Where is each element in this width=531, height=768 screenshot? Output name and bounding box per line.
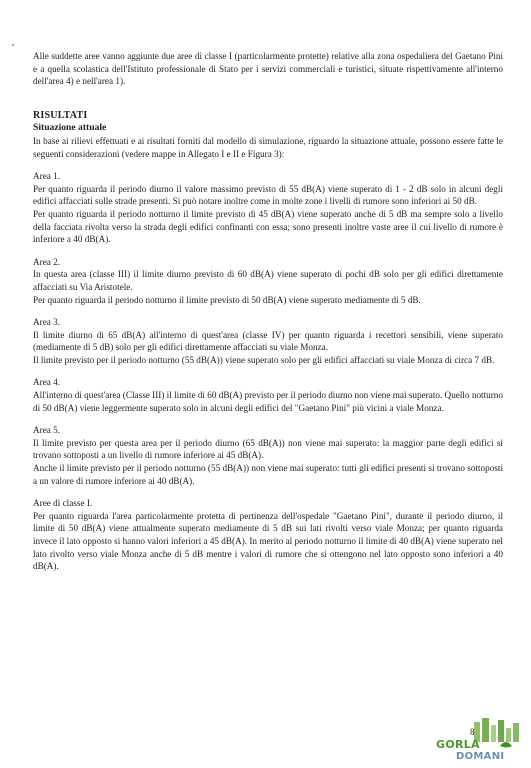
area-title: Area 4. xyxy=(33,377,61,388)
area-paragraph: Il limite previsto per il periodo notturno (55 dB(A)) viene superato solo per gli edifici affacciati su viale Monza di circa 7 dB. xyxy=(33,354,495,365)
area-paragraph: Anche il limite previsto per il periodo notturno (55 dB(A)) non viene mai superato: tutti gli edifici presenti si trovano sottoposti a un valore di rumore inferiore ai 40 dB(A). xyxy=(33,463,503,486)
area-title: Area 1. xyxy=(33,171,61,182)
area-paragraph: All'interno di quest'area (Classe III) il limite di 60 dB(A) previsto per il periodo diurno non viene mai superato. Quello notturno di 50 dB(A) viene leggermente superato solo in alcuni degli edifici del "Gaetano Pini" più vicini a viale Monza. xyxy=(33,390,503,413)
logo-text-top: GORLA xyxy=(436,738,480,751)
gorla-domani-logo xyxy=(430,716,528,766)
area-title: Area 5. xyxy=(33,425,61,436)
intro-paragraph: Alle suddette aree vanno aggiunte due aree di classe I (particolarmente protette) relative alla zona ospedaliera del Gaetano Pini e a quella scolastica dell'Istituto professionale di Stato per i servizi commerciali e turistici, situate rispettivamente all'interno dell'area 4) e nell'area 1). xyxy=(33,51,503,87)
area-paragraph: Il limite previsto per questa area per il periodo diurno (65 dB(A)) non viene mai superato: la maggior parte degli edifici si trovano sottoposti a un livello di rumore inferiore ai 45 dB(A). xyxy=(33,437,503,461)
area-title: Area 2. xyxy=(33,256,61,267)
lead-paragraph: In base ai rilievi effettuati e ai risultati forniti dal modello di simulazione, riguardo la situazione attuale, possono essere fatte le seguenti considerazioni (vedere mappe in Allegato I e II e Figura 3): xyxy=(33,135,503,159)
area-block-class-i xyxy=(33,497,503,573)
area-block-5 xyxy=(33,424,503,487)
area-paragraph: Per quanto riguarda il periodo notturno il limite previsto di 50 dB(A) viene superato mediamente di 5 dB. xyxy=(33,294,421,305)
section-title: RISULTATI xyxy=(33,109,88,121)
page-number: 8 xyxy=(470,727,475,737)
area-block-2 xyxy=(33,256,503,306)
document-body xyxy=(33,50,503,583)
area-paragraph: In questa area (classe III) il limite diurno previsto di 60 dB(A) viene superato di pochi dB solo per gli edifici direttamente affacciati su Via Aristotele. xyxy=(33,269,503,292)
area-block-3 xyxy=(33,316,503,366)
logo-text-bottom: DOMANI xyxy=(456,751,505,762)
area-block-4 xyxy=(33,376,503,414)
area-paragraph: Per quanto riguarda il periodo notturno il limite previsto di 45 dB(A) viene superato anche di 5 dB ma sempre solo a livello della facciata rivolta verso la strada degli edifici confinanti con essa; sono presenti inoltre vaste aree il cui livello di rumore è inferiore a 40 dB(A). xyxy=(33,208,503,245)
subsection-title: Situazione attuale xyxy=(33,122,107,134)
scan-speck xyxy=(12,44,14,46)
area-block-1 xyxy=(33,170,503,246)
area-title: Area 3. xyxy=(33,317,61,328)
area-paragraph: Per quanto riguarda l'area particolarmente protetta di pertinenza dell'ospedale "Gaetano Pini", durante il periodo diurno, il limite di 50 dB(A) viene attualmente superato mediamente di 5 dB sui lati rivolti verso viale Monza; per quanto riguarda invece il lato opposto si hanno valori inferiori a 45 dB(A). In merito al periodo notturno il limite di 40 dB(A) viene superato nel lato rivolto verso viale Monza anche di 5 dB mentre i valori di rumore che si ottengono nel lato opposto sono inferiori a 40 dB(A). xyxy=(33,510,503,572)
area-paragraph: Il limite diurno di 65 dB(A) all'interno di quest'area (classe IV) per quanto riguarda i recettori sensibili, viene superato (mediamente di 5 dB) solo per gli edifici direttamente affacciati su viale Monza. xyxy=(33,329,503,353)
area-paragraph: Per quanto riguarda il periodo diurno il valore massimo previsto di 55 dB(A) viene superato di 1 - 2 dB solo in alcuni degli edifici affacciati sulle strade presenti. Si può notare inoltre come in molte zone i livelli di rumore sono inferiori ai 50 dB. xyxy=(33,183,503,207)
area-title: Aree di classe I. xyxy=(33,498,93,509)
